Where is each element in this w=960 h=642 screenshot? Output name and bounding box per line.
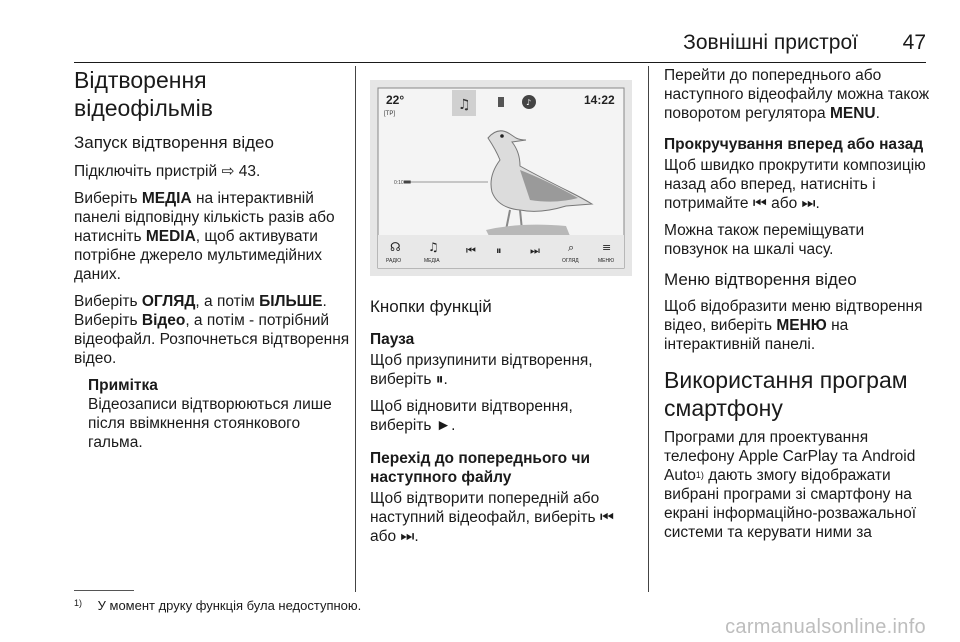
svg-text:МЕНЮ: МЕНЮ: [598, 258, 615, 264]
svg-text:⏮: ⏮: [466, 244, 476, 257]
footnote-text: У момент друку функція була недоступною.: [97, 598, 362, 613]
column-divider-1: [355, 66, 356, 592]
progress-fill: [404, 181, 411, 184]
svg-text:♫: ♫: [458, 97, 471, 113]
video-menu-text: Щоб відобразити меню відтворення відео, виберіть МЕНЮ на інтерактивній панелі.: [664, 298, 923, 353]
smartphone-apps-text: Програми для проектування телефону Apple CarPlay та Android Auto$^{1)}$ дають змогу відображати вибрані програми зі смартфону на екрані інформаційно-розважальної системи та керувати ними за: [664, 429, 916, 541]
footnote-mark: 1): [74, 598, 83, 608]
note-block: [74, 376, 350, 452]
screen-progress-time: 0:10: [394, 180, 404, 186]
svg-text:МЕДІА: МЕДІА: [424, 258, 440, 264]
pause-text: Щоб призупинити відтворення, виберіть ⏸.: [370, 352, 593, 388]
column-2: [370, 296, 636, 554]
ff-text: Щоб швидко прокрутити композицію назад або вперед, натисніть і потримайте ⏮ або ⏭.: [664, 157, 926, 212]
page-header: [74, 29, 926, 63]
note-text: Відеозаписи відтворюються лише після ввімкнення стоянкового гальма.: [88, 396, 332, 451]
video-menu-heading: Меню відтворення відео: [664, 270, 857, 289]
screen-time: 14:22: [584, 93, 615, 107]
svg-text:♪: ♪: [526, 98, 532, 107]
resume-text: Щоб відновити відтворення, виберіть ►.: [370, 398, 573, 434]
smartphone-apps-heading: Використання програм смартфону: [664, 367, 908, 421]
watermark: carmanualsonline.info: [725, 616, 926, 638]
screen-tp: [TP]: [384, 111, 396, 117]
subheading-start-video: Запуск відтворення відео: [74, 133, 274, 152]
page-header-title: Зовнішні пристрої: [683, 31, 858, 54]
column-divider-2: [648, 66, 649, 592]
ff-title: Прокручування вперед або назад: [664, 136, 924, 153]
svg-text:♫: ♫: [428, 240, 439, 254]
screen-temperature: 22°: [386, 93, 405, 107]
note-title: Примітка: [88, 377, 158, 394]
svg-text:⏭: ⏭: [530, 244, 540, 257]
paragraph-menu-knob: Перейти до попереднього або наступного відеофайлу можна також поворотом регулятора MENU.: [664, 67, 930, 122]
section-heading-buttons: Кнопки функцій: [370, 297, 492, 316]
svg-text:☊: ☊: [390, 240, 401, 254]
svg-text:≡: ≡: [602, 241, 612, 254]
page-number: 47: [902, 31, 926, 54]
svg-text:РАДІО: РАДІО: [386, 258, 402, 264]
section-heading-video: Відтворення відеофільмів: [74, 67, 213, 121]
skip-title: Перехід до попереднього чи наступного файлу: [370, 450, 590, 486]
slider-text: Можна також переміщувати повзунок на шкалі часу.: [664, 222, 865, 258]
paragraph-select-media: Виберіть МЕДІА на інтерактивній панелі відповідну кількість разів або натисніть MEDIA, щоб активувати потрібне джерело мультимедійних даних.: [74, 190, 335, 283]
infotainment-screen-image: [370, 80, 632, 276]
footnote: [74, 598, 361, 613]
paragraph-select-video: Виберіть ОГЛЯД, а потім БІЛЬШЕ. Виберіть Відео, а потім - потрібний відеофайл. Розпочнеться відтворення відео.: [74, 293, 350, 367]
svg-text:⌕: ⌕: [568, 241, 575, 254]
svg-text:ОГЛЯД: ОГЛЯД: [562, 258, 579, 264]
column-1: [74, 66, 350, 452]
svg-text:⏸: ⏸: [496, 244, 502, 257]
pause-title: Пауза: [370, 331, 415, 348]
paragraph-connect: Підключіть пристрій ⇨ 43.: [74, 163, 261, 180]
column-3: [664, 66, 932, 542]
skip-text: Щоб відтворити попередній або наступний відеофайл, виберіть ⏮ або ⏭.: [370, 490, 614, 545]
footnote-separator: [74, 590, 134, 591]
